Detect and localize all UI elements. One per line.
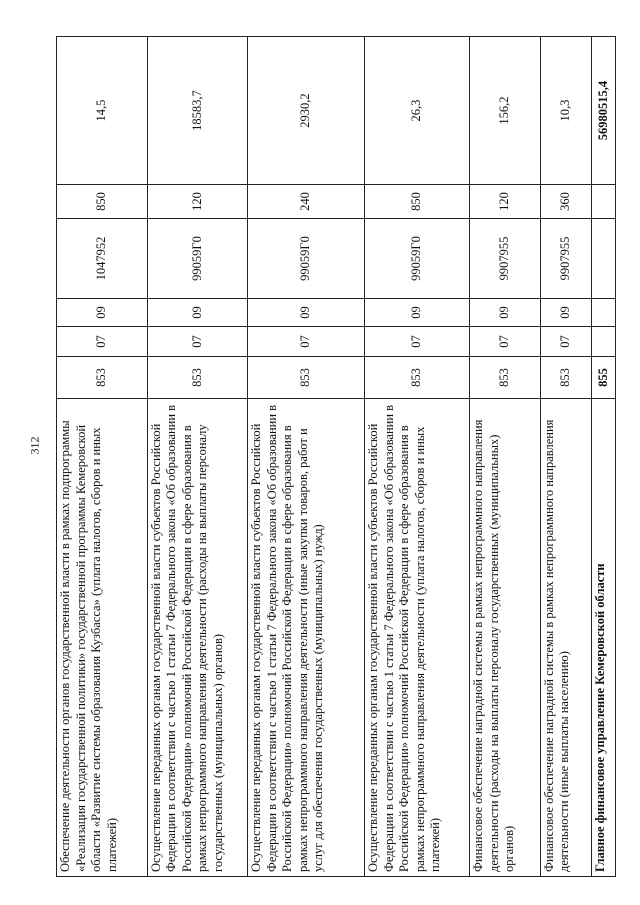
table-row	[540, 37, 591, 877]
ministry-code: 853	[540, 357, 591, 399]
target-article-code: 99059Г0	[248, 219, 365, 299]
section-code: 07	[540, 327, 591, 357]
amount: 156,2	[470, 37, 541, 185]
ministry-code: 853	[470, 357, 541, 399]
row-description: Обеспечение деятельности органов государственной власти в рамках подпрограммы «Реализация государственной политики» государственной программы Кемеровской области «Развитие системы образования Кузбасса» (уплата налогов, сборов и иных платежей)	[57, 399, 148, 877]
amount: 18583,7	[147, 37, 248, 185]
subsection-code: 09	[147, 299, 248, 327]
amount: 10,3	[540, 37, 591, 185]
table-row-total	[591, 37, 615, 877]
table-row	[470, 37, 541, 877]
row-description: Осуществление переданных органам государственной власти субъектов Российской Федерации в соответствии с частью 1 статьи 7 Федерального закона «Об образовании в Российской Федерации» полномочий Российской Федерации в сфере образования в рамках непрограммного направления деятельности (иные закупки товаров, работ и услуг для обеспечения государственных (муниципальных) нужд)	[248, 399, 365, 877]
ministry-code: 855	[591, 357, 615, 399]
section-code: 07	[365, 327, 470, 357]
subsection-code: 09	[365, 299, 470, 327]
subsection-code: 09	[57, 299, 148, 327]
expense-type-code: 120	[147, 185, 248, 219]
expense-type-code	[591, 185, 615, 219]
target-article-code: 99059Г0	[147, 219, 248, 299]
section-code: 07	[57, 327, 148, 357]
table-row	[57, 37, 148, 877]
section-code: 07	[147, 327, 248, 357]
section-code: 07	[248, 327, 365, 357]
section-code: 07	[470, 327, 541, 357]
ministry-code: 853	[248, 357, 365, 399]
budget-table	[56, 36, 616, 877]
row-description: Осуществление переданных органам государственной власти субъектов Российской Федерации в соответствии с частью 1 статьи 7 Федерального закона «Об образовании в Российской Федерации» полномочий Российской Федерации в сфере образования в рамках непрограммного направления деятельности (расходы на выплаты персоналу государственных (муниципальных) органов)	[147, 399, 248, 877]
amount: 26,3	[365, 37, 470, 185]
table-row	[365, 37, 470, 877]
ministry-code: 853	[147, 357, 248, 399]
page-number: 312	[27, 436, 42, 455]
ministry-code: 853	[365, 357, 470, 399]
table-row	[147, 37, 248, 877]
target-article-code: 9907955	[470, 219, 541, 299]
subsection-code: 09	[470, 299, 541, 327]
expense-type-code: 850	[365, 185, 470, 219]
amount: 56980515,4	[591, 37, 615, 185]
expense-type-code: 240	[248, 185, 365, 219]
amount: 2930,2	[248, 37, 365, 185]
target-article-code: 99059Г0	[365, 219, 470, 299]
budget-table-rotated	[56, 37, 616, 877]
row-description: Осуществление переданных органам государственной власти субъектов Российской Федерации в соответствии с частью 1 статьи 7 Федерального закона «Об образовании в Российской Федерации» полномочий Российской Федерации в сфере образования в рамках непрограммного направления деятельности (уплата налогов, сборов и иных платежей)	[365, 399, 470, 877]
target-article-code: 9907955	[540, 219, 591, 299]
table-row	[248, 37, 365, 877]
expense-type-code: 120	[470, 185, 541, 219]
target-article-code: 1047952	[57, 219, 148, 299]
subsection-code: 09	[248, 299, 365, 327]
subsection-code	[591, 299, 615, 327]
expense-type-code: 360	[540, 185, 591, 219]
amount: 14,5	[57, 37, 148, 185]
section-code	[591, 327, 615, 357]
target-article-code	[591, 219, 615, 299]
ministry-code: 853	[57, 357, 148, 399]
expense-type-code: 850	[57, 185, 148, 219]
row-description: Главное финансовое управление Кемеровской области	[591, 399, 615, 877]
row-description: Финансовое обеспечение наградной системы в рамках непрограммного направления деятельности (иные выплаты населению)	[540, 399, 591, 877]
subsection-code: 09	[540, 299, 591, 327]
row-description: Финансовое обеспечение наградной системы в рамках непрограммного направления деятельности (расходы на выплаты персоналу государственных (муниципальных) органов)	[470, 399, 541, 877]
